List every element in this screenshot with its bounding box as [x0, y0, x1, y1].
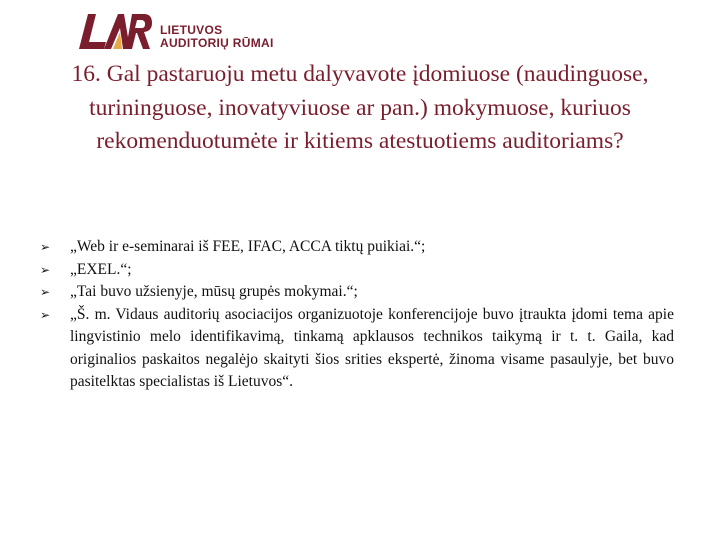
list-item: [40, 236, 674, 259]
list-item: [40, 304, 674, 394]
lar-logo-icon: [74, 6, 154, 56]
logo-line-1: LIETUVOS: [160, 23, 223, 37]
bullet-text: „EXEL.“;: [70, 260, 132, 278]
arrow-bullet-icon: ➢: [40, 240, 51, 254]
logo-line-2: AUDITORIŲ RŪMAI: [160, 36, 274, 50]
list-item: [40, 281, 674, 304]
bullet-text: „Web ir e-seminarai iš FEE, IFAC, ACCA tiktų puikiai.“;: [70, 238, 426, 255]
list-item: [40, 259, 674, 282]
arrow-bullet-icon: ➢: [40, 262, 51, 277]
bullet-text: „Tai buvo užsienyje, mūsų grupės mokymai.“;: [70, 283, 358, 300]
bullet-list: [40, 236, 674, 394]
arrow-bullet-icon: ➢: [40, 285, 51, 299]
bullet-text: „Š. m. Vidaus auditorių asociacijos organizuotoje konferencijoje buvo įtraukta įdomi tema apie lingvistinio melo identifikavimą, tinkamą apklausos technikos taikymą ir t. t. Gaila, kad originalios paskaitos negalėjo skaityti šios srities ekspertė, žinoma visame pasaulyje, bet buvo pasitelktas specialistas iš Lietuvos“.: [70, 305, 674, 390]
arrow-bullet-icon: ➢: [40, 307, 51, 322]
logo-wordmark: [160, 24, 274, 50]
header-logo: [74, 6, 274, 56]
slide-title: 16. Gal pastaruoju metu dalyvavote įdomiuose (naudinguose, turininguose, inovatyviuose ar pan.) mokymuose, kuriuos rekomenduotumėte ir kitiems atestuotiems auditoriams?: [71, 61, 649, 154]
